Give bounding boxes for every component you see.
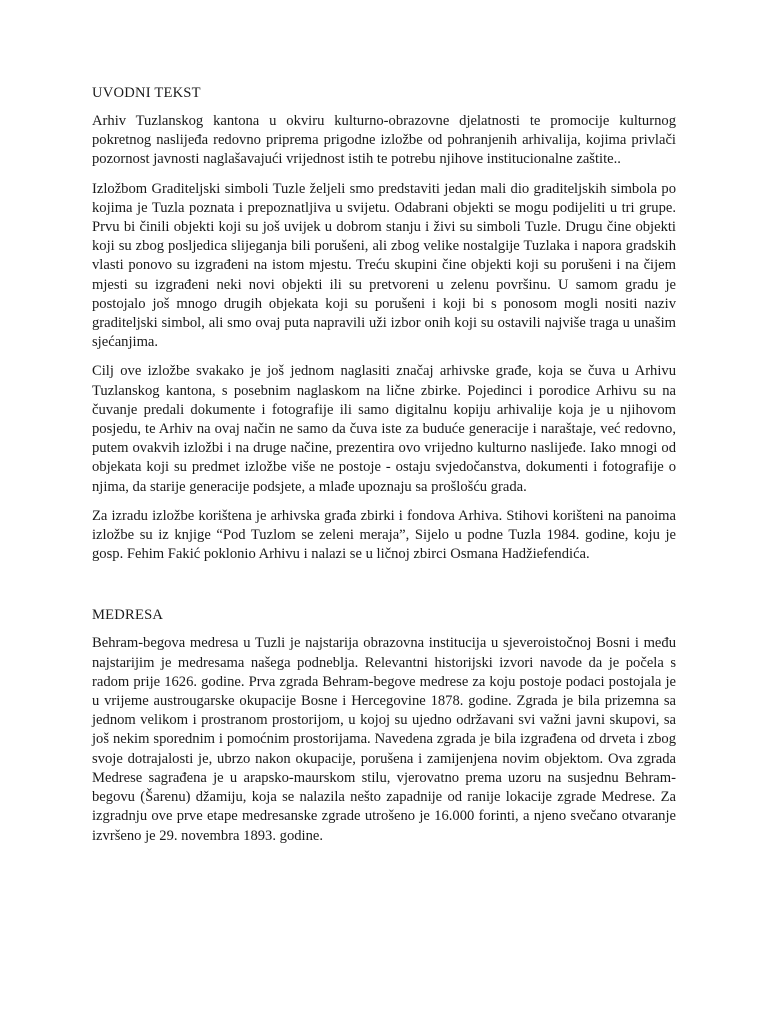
paragraph: Za izradu izložbe korištena je arhivska građa zbirki i fondova Arhiva. Stihovi korišteni na panoima izložbe su iz knjige “Pod Tuzlom se zeleni meraja”, Sijelo u podne Tuzla 1984. godine, koju je gosp. Fehim Fakić poklonio Arhivu i nalazi se u ličnoj zbirci Osmana Hadžiefendića. (92, 507, 676, 563)
paragraph: Arhiv Tuzlanskog kantona u okviru kulturno-obrazovne djelatnosti te promocije kulturnog pokretnog naslijeđa redovno priprema prigodne izložbe od pohranjenih arhivalija, kojima privlači pozornost javnosti naglašavajući vrijednost istih te potrebu njihove institucionalne zaštite.. (92, 113, 676, 168)
document-page (92, 84, 676, 856)
intro-section (92, 84, 676, 564)
section-heading-intro: UVODNI TEKST (92, 85, 201, 101)
section-spacer (92, 574, 676, 606)
medresa-section (92, 606, 676, 845)
paragraph: Cilj ove izložbe svakako je još jednom naglasiti značaj arhivske građe, koja se čuva u Arhivu Tuzlanskog kantona, s posebnim naglaskom na lične zbirke. Pojedinci i porodice Arhivu su na čuvanje predali dokumente i fotografije ili samo digitalnu kopiju arhivalije koja je u njihovom posjedu, te Arhiv na ovaj način ne samo da čuva iste za buduće generacije i naraštaje, već redovno, putem ovakvih izložbi i na druge načine, prezentira ovo vrijedno kulturno naslijeđe. Iako mnogi od objekata koji su predmet izložbe više ne postoje - ostaju svjedočanstva, dokumenti i fotografije o njima, da starije generacije podsjete, a mlađe upoznaju sa prošlošću grada. (92, 363, 676, 495)
paragraph: Izložbom Graditeljski simboli Tuzle željeli smo predstaviti jedan mali dio graditeljskih simbola po kojima je Tuzla poznata i prepoznatljiva u svijetu. Odabrani objekti se mogu podijeliti u tri grupe. Prvu bi činili objekti koji su još uvijek u dobrom stanju i živi su simboli Tuzle. Drugu čine objekti koji su zbog posljedica slijeganja bili porušeni, ali zbog velike nostalgije Tuzlaka i napora gradskih vlasti ponovo su izgrađeni na istom mjestu. Treću skupini čine objekti koji su porušeni i na čijem mjesti su izgrađeni neki novi objekti ili su pretvoreni u zelenu površinu. U samom gradu je postojalo još mnogo drugih objekata koji su porušeni i koji bi s ponosom mogli nositi naziv graditeljski simbol, ali smo ovaj puta napravili uži izbor onih koji su ostavili najviše traga u unašim sjećanjima. (92, 180, 676, 351)
paragraph: Behram-begova medresa u Tuzli je najstarija obrazovna institucija u sjeveroistočnoj Bosni i među najstarijim je medresama našega podneblja. Relevantni historijski izvori navode da je počela s radom prije 1626. godine. Prva zgrada Behram-begove medrese za koju postoje podaci postojala je u vrijeme austrougarske okupacije Bosne i Hercegovine 1878. godine. Zgrada je bila prizemna sa jednom velikom i prostranom prostorijom, u kojoj su ujedno održavani svi važni javni skupovi, sa još nekim sporednim i pomoćnim prostorijama. Navedena zgrada je bila izgrađena od drveta i zbog svoje dotrajalosti je, ubrzo nakon okupacije, porušena i zamijenjena novim objektom. Ova zgrada Medrese sagrađena je u arapsko-maurskom stilu, vjerovatno prema uzoru na susjednu Behram-begovu (Šarenu) džamiju, koja se nalazila nešto zapadnije od ranije lokacije zgrade Medrese. Za izgradnju ove prve etape medresanske zgrade utrošeno je 16.000 forinti, a njeno svečano otvaranje izvršeno je 29. novembra 1893. godine. (92, 635, 676, 844)
section-heading-medresa: MEDRESA (92, 607, 164, 624)
